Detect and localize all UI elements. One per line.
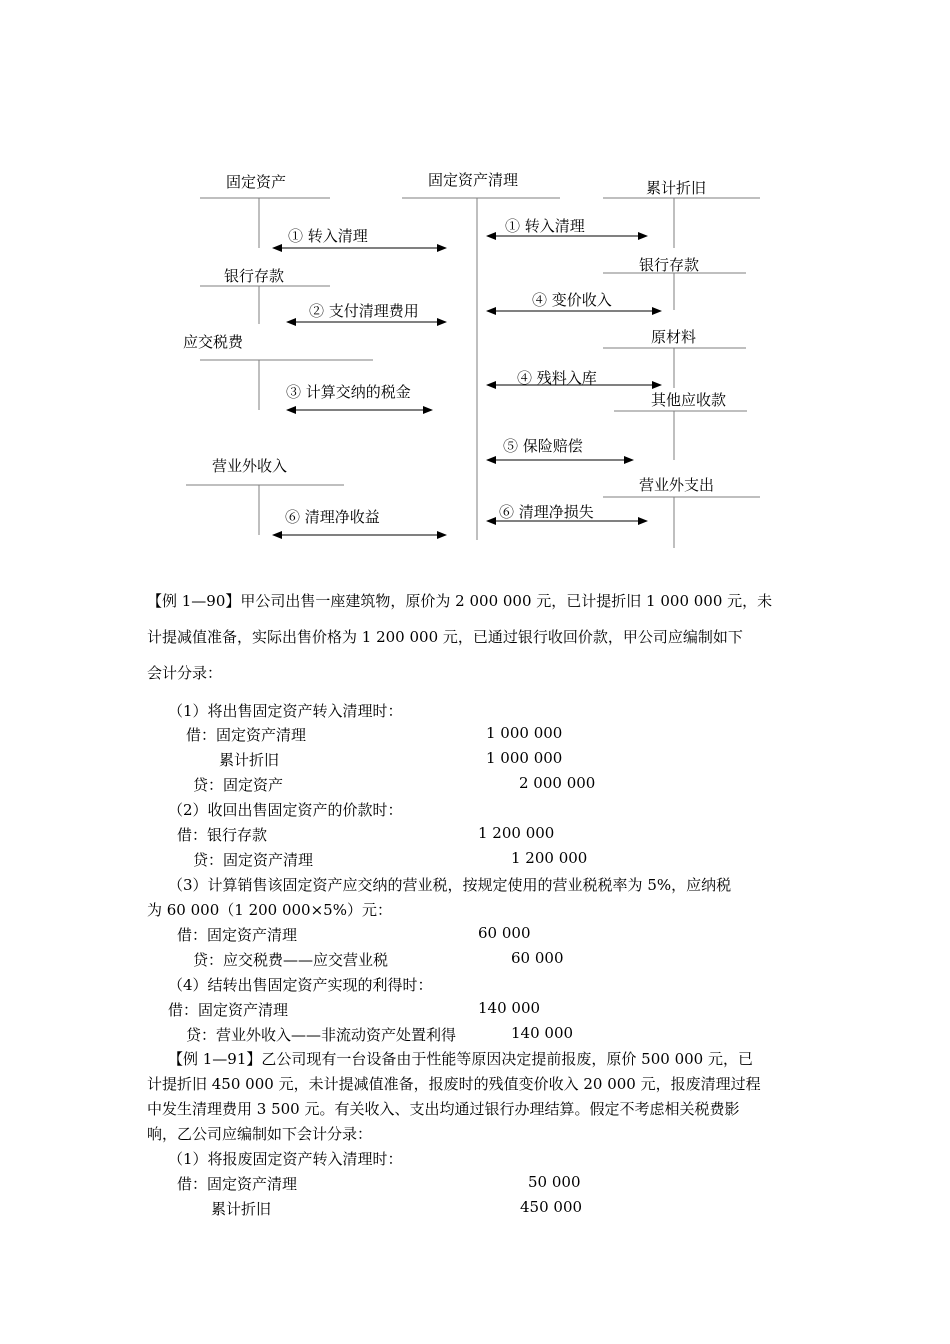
ex90-s3-credit-amount: 60 000: [511, 949, 564, 967]
ex90-s4-credit-amount: 140 000: [511, 1024, 574, 1042]
ex90-s4-debit: 借：固定资产清理: [168, 1001, 289, 1019]
arrow-label-right-5: ⑤ 保险赔偿: [503, 437, 583, 455]
ex91-s1-debit1-amount: 50 000: [528, 1173, 581, 1191]
ex91-s1-debit2-amount: 450 000: [520, 1198, 583, 1216]
account-accum-depr: 累计折旧: [646, 179, 707, 197]
ex91-step1: （1）将报废固定资产转入清理时：: [168, 1150, 403, 1168]
account-clearing: 固定资产清理: [428, 171, 519, 189]
ex90-s1-credit-amount: 2 000 000: [519, 774, 596, 792]
ex90-s2-debit: 借：银行存款: [177, 826, 268, 844]
ex91-intro-line4: 响，乙公司应编制如下会计分录：: [147, 1125, 373, 1143]
arrow-label-left-6: ⑥ 清理净收益: [285, 508, 380, 526]
ex90-s2-credit-amount: 1 200 000: [511, 849, 588, 867]
account-bank-left: 银行存款: [224, 267, 285, 285]
account-bank-right: 银行存款: [639, 256, 700, 274]
account-other-receivables: 其他应收款: [651, 391, 727, 409]
ex90-step1: （1）将出售固定资产转入清理时：: [168, 702, 403, 720]
arrow-label-right-4b: ④ 残料入库: [517, 369, 597, 387]
ex90-s2-debit-amount: 1 200 000: [478, 824, 555, 842]
ex90-s1-debit1-amount: 1 000 000: [486, 724, 563, 742]
arrow-label-right-4a: ④ 变价收入: [532, 291, 612, 309]
ex90-s3-debit-amount: 60 000: [478, 924, 531, 942]
ex90-s1-debit1: 借：固定资产清理: [186, 726, 307, 744]
ex91-intro-line2: 计提折旧 450 000 元，未计提减值准备，报废时的残值变价收入 20 000 元，报废清理过程: [147, 1075, 761, 1093]
ex91-intro-line3: 中发生清理费用 3 500 元。有关收入、支出均通过银行办理结算。假定不考虑相关税费影: [147, 1100, 740, 1118]
ex90-s1-debit2: 累计折旧: [219, 751, 280, 769]
ex90-intro-line1: 【例 1—90】甲公司出售一座建筑物，原价为 2 000 000 元，已计提折旧 1 000 000 元，未: [147, 592, 773, 610]
account-raw-materials: 原材料: [651, 328, 697, 346]
arrow-label-left-3: ③ 计算交纳的税金: [286, 383, 411, 401]
ex90-s4-debit-amount: 140 000: [478, 999, 541, 1017]
ex90-s2-credit: 贷：固定资产清理: [193, 851, 314, 869]
ex90-step2: （2）收回出售固定资产的价款时：: [168, 801, 403, 819]
ex90-s4-credit: 贷：营业外收入——非流动资产处置利得: [186, 1026, 457, 1044]
ex90-s1-debit2-amount: 1 000 000: [486, 749, 563, 767]
account-nonop-expense: 营业外支出: [639, 476, 715, 494]
ex91-s1-debit1: 借：固定资产清理: [177, 1175, 298, 1193]
ex90-s3-credit: 贷：应交税费——应交营业税: [193, 951, 389, 969]
ex90-s3-debit: 借：固定资产清理: [177, 926, 298, 944]
arrow-label-right-6: ⑥ 清理净损失: [499, 503, 594, 521]
ex90-step3-line2: 为 60 000（1 200 000×5%）元：: [147, 901, 392, 919]
ex90-intro-line3: 会计分录：: [147, 664, 223, 682]
ex90-s1-credit: 贷：固定资产: [193, 776, 284, 794]
ex90-step3-line1: （3）计算销售该固定资产应交纳的营业税，按规定使用的营业税税率为 5%，应纳税: [168, 876, 732, 894]
ex90-intro-line2: 计提减值准备，实际出售价格为 1 200 000 元，已通过银行收回价款，甲公司应编制如下: [147, 628, 743, 646]
ex91-s1-debit2: 累计折旧: [211, 1200, 272, 1218]
ex91-intro-line1: 【例 1—91】乙公司现有一台设备由于性能等原因决定提前报废，原价 500 000 元，已: [168, 1050, 753, 1068]
arrow-label-left-1: ① 转入清理: [288, 227, 368, 245]
arrow-label-left-2: ② 支付清理费用: [309, 302, 419, 320]
t-account-diagram: [0, 0, 950, 560]
arrow-label-right-1: ① 转入清理: [505, 217, 585, 235]
account-fixed-assets: 固定资产: [226, 173, 287, 191]
account-nonop-income: 营业外收入: [212, 457, 288, 475]
account-tax-payable: 应交税费: [183, 333, 244, 351]
ex90-step4: （4）结转出售固定资产实现的利得时：: [168, 976, 433, 994]
